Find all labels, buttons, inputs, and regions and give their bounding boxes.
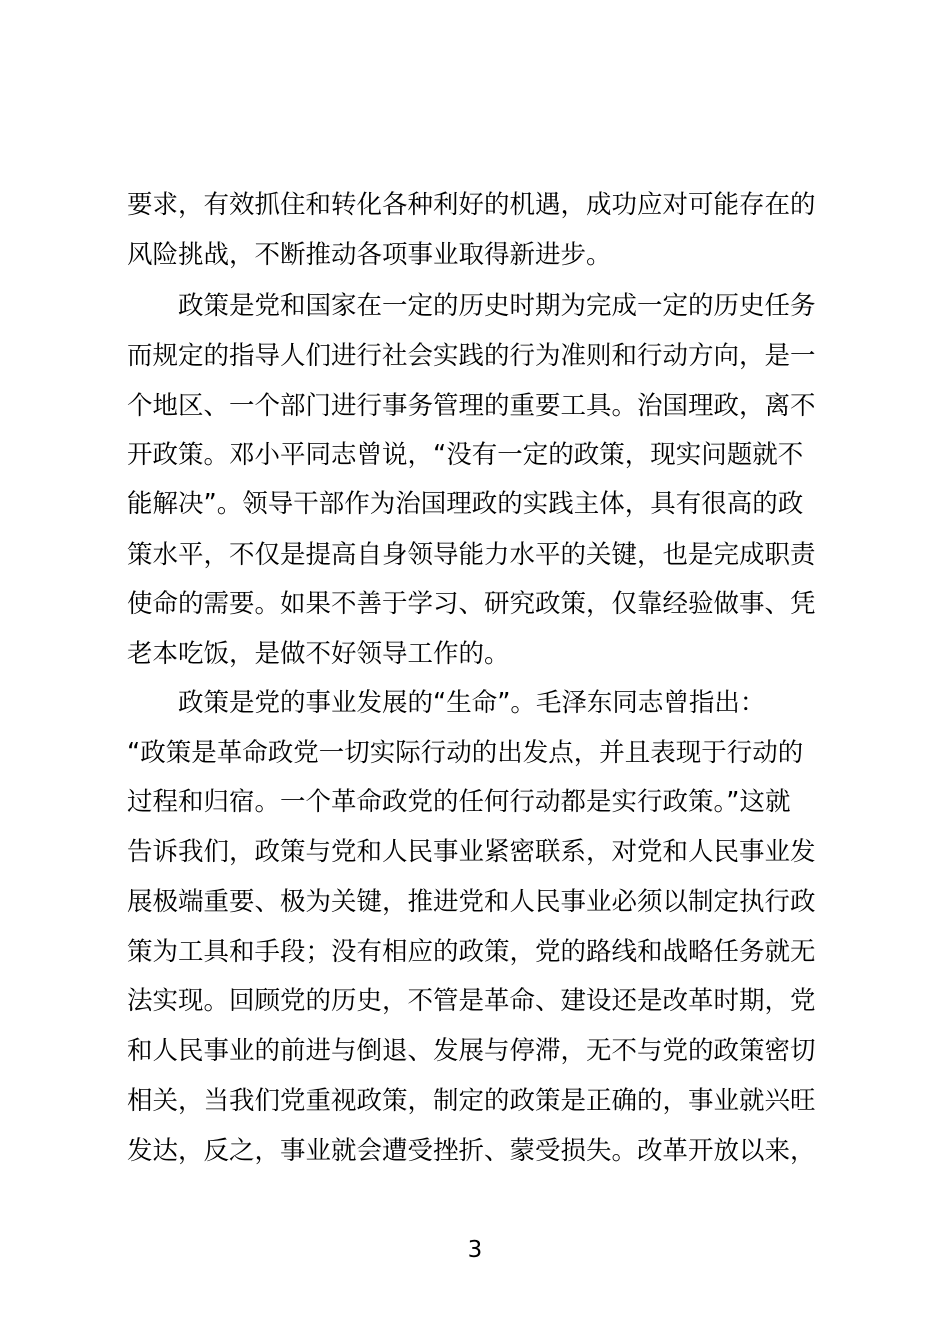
text-line: 过程和归宿。一个革命政党的任何行动都是实行政策。”这就 [127,787,791,817]
text-line: 告诉我们，政策与党和人民事业紧密联系，对党和人民事业发 [127,837,816,867]
text-line: 展极端重要、极为关键，推进党和人民事业必须以制定执行政 [127,887,816,917]
text-line: 风险挑战，不断推动各项事业取得新进步。 [127,240,612,270]
text-line: “政策是革命政党一切实际行动的出发点，并且表现于行动的 [127,738,804,768]
text-line: 策为工具和手段；没有相应的政策，党的路线和战略任务就无 [127,937,816,967]
text-line: 而规定的指导人们进行社会实践的行为准则和行动方向，是一 [127,341,816,371]
text-line: 相关，当我们党重视政策，制定的政策是正确的，事业就兴旺 [127,1086,816,1116]
paragraph-start-line: 政策是党的事业发展的“生命”。毛泽东同志曾指出： [178,688,766,718]
text-line: 老本吃饭，是做不好领导工作的。 [127,639,510,669]
text-line: 法实现。回顾党的历史，不管是革命、建设还是改革时期，党 [127,986,816,1016]
text-line: 策水平，不仅是提高自身领导能力水平的关键，也是完成职责 [127,540,816,570]
text-line: 能解决”。领导干部作为治国理政的实践主体，具有很高的政 [127,489,804,519]
paragraph-start-line: 政策是党和国家在一定的历史时期为完成一定的历史任务 [178,291,816,321]
text-line: 使命的需要。如果不善于学习、研究政策，仅靠经验做事、凭 [127,589,816,619]
text-line: 要求，有效抓住和转化各种利好的机遇，成功应对可能存在的 [127,190,816,220]
page-number: 3 [467,1237,483,1263]
text-line: 个地区、一个部门进行事务管理的重要工具。治国理政，离不 [127,391,816,421]
text-line: 和人民事业的前进与倒退、发展与停滞，无不与党的政策密切 [127,1036,816,1066]
text-line: 发达，反之，事业就会遭受挫折、蒙受损失。改革开放以来， [127,1136,816,1166]
text-line: 开政策。邓小平同志曾说，“没有一定的政策，现实问题就不 [127,440,804,470]
